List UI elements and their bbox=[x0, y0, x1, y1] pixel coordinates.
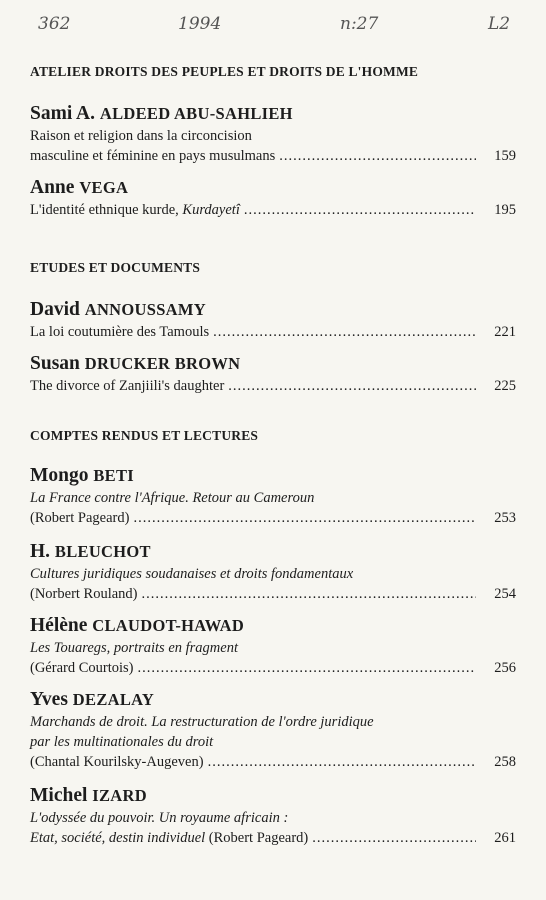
reviewer-line: (Chantal Kourilsky-Augeven) bbox=[30, 754, 204, 770]
page-number: 159 bbox=[494, 148, 516, 164]
toc-entry-beti bbox=[30, 464, 516, 528]
reviewer-text: (Robert Pageard) bbox=[208, 830, 309, 846]
toc-entry-claudot-hawad bbox=[30, 614, 516, 678]
title-italic-text: Etat, société, destin individuel bbox=[30, 830, 206, 846]
dot-leader bbox=[279, 146, 476, 166]
author-first-name: Sami A. bbox=[30, 103, 96, 124]
author-first-name: David bbox=[30, 299, 80, 320]
toc-entry-dezalay bbox=[30, 688, 516, 772]
author-first-name: Hélène bbox=[30, 615, 88, 636]
author-name bbox=[30, 176, 516, 200]
title-line: La France contre l'Afrique. Retour au Cameroun bbox=[30, 490, 315, 506]
section-heading-atelier: ATELIER DROITS DES PEUPLES ET DROITS DE L'HOMME bbox=[30, 64, 419, 79]
dot-leader bbox=[228, 376, 476, 396]
author-name bbox=[30, 102, 516, 126]
author-last-name: IZARD bbox=[92, 786, 147, 805]
author-name bbox=[30, 464, 516, 488]
reviewer-line: (Norbert Rouland) bbox=[30, 586, 138, 602]
toc-entry-aldeed bbox=[30, 102, 516, 166]
toc-entry-izard bbox=[30, 784, 516, 848]
toc-line bbox=[30, 376, 516, 396]
reviewer-line: (Gérard Courtois) bbox=[30, 660, 134, 676]
author-name bbox=[30, 614, 516, 638]
dot-leader bbox=[137, 658, 476, 678]
page-number: 253 bbox=[494, 510, 516, 526]
title-final-line: The divorce of Zanjiili's daughter bbox=[30, 378, 225, 394]
author-name bbox=[30, 784, 516, 808]
dot-leader bbox=[142, 584, 476, 604]
title-final-line bbox=[30, 200, 240, 220]
dot-leader bbox=[312, 828, 476, 848]
reviewer-line: (Robert Pageard) bbox=[30, 510, 130, 526]
title-final-line bbox=[30, 828, 308, 848]
dot-leader bbox=[244, 200, 476, 220]
toc-entry-drucker-brown bbox=[30, 352, 516, 396]
author-name bbox=[30, 298, 516, 322]
title-italic-text: Kurdayetî bbox=[182, 202, 240, 218]
toc-line bbox=[30, 584, 516, 604]
toc-line bbox=[30, 322, 516, 342]
toc-line bbox=[30, 200, 516, 220]
dot-leader bbox=[213, 322, 476, 342]
page-number: 254 bbox=[494, 586, 516, 602]
author-first-name: Yves bbox=[30, 689, 68, 710]
author-name bbox=[30, 540, 516, 564]
page-number: 261 bbox=[494, 830, 516, 846]
author-first-name: H. bbox=[30, 541, 51, 562]
toc-line bbox=[30, 146, 516, 166]
author-first-name: Susan bbox=[30, 353, 80, 374]
author-last-name: DEZALAY bbox=[72, 690, 155, 709]
handwritten-note-issue: n:27 bbox=[340, 14, 379, 34]
toc-line bbox=[30, 752, 516, 772]
author-last-name: ANNOUSSAMY bbox=[84, 300, 206, 319]
title-final-line: masculine et féminine en pays musulmans bbox=[30, 148, 276, 164]
author-last-name: VEGA bbox=[79, 178, 129, 197]
page-number: 195 bbox=[494, 202, 516, 218]
page-number: 256 bbox=[494, 660, 516, 676]
title-line: par les multinationales du droit bbox=[30, 734, 214, 750]
toc-line bbox=[30, 658, 516, 678]
toc-entry-vega bbox=[30, 176, 516, 220]
page-number: 221 bbox=[494, 324, 516, 340]
author-last-name: CLAUDOT-HAWAD bbox=[92, 616, 245, 635]
author-last-name: DRUCKER BROWN bbox=[84, 354, 241, 373]
handwritten-note-year: 1994 bbox=[178, 14, 222, 34]
toc-entry-annoussamy bbox=[30, 298, 516, 342]
title-line: Cultures juridiques soudanaises et droits fondamentaux bbox=[30, 566, 354, 582]
author-last-name: ALDEED ABU-SAHLIEH bbox=[99, 104, 293, 123]
author-name bbox=[30, 688, 516, 712]
dot-leader bbox=[208, 752, 476, 772]
handwritten-note-right: L2 bbox=[488, 14, 511, 34]
author-last-name: BETI bbox=[93, 466, 135, 485]
dot-leader bbox=[133, 508, 476, 528]
title-line: L'odyssée du pouvoir. Un royaume africain : bbox=[30, 810, 289, 826]
page-number: 225 bbox=[494, 378, 516, 394]
author-first-name: Anne bbox=[30, 177, 75, 198]
page-number: 258 bbox=[494, 754, 516, 770]
toc-entry-bleuchot bbox=[30, 540, 516, 604]
handwritten-note-left: 362 bbox=[38, 14, 71, 34]
title-final-line: La loi coutumière des Tamouls bbox=[30, 324, 210, 340]
author-last-name: BLEUCHOT bbox=[54, 542, 151, 561]
author-first-name: Michel bbox=[30, 785, 88, 806]
title-line: Raison et religion dans la circoncision bbox=[30, 128, 252, 144]
toc-line bbox=[30, 508, 516, 528]
author-first-name: Mongo bbox=[30, 465, 89, 486]
title-text: L'identité ethnique kurde, bbox=[30, 202, 179, 218]
title-line: Marchands de droit. La restructuration de l'ordre juridique bbox=[30, 714, 374, 730]
section-heading-comptes-rendus: COMPTES RENDUS ET LECTURES bbox=[30, 428, 259, 443]
title-line: Les Touaregs, portraits en fragment bbox=[30, 640, 238, 656]
author-name bbox=[30, 352, 516, 376]
toc-line bbox=[30, 828, 516, 848]
section-heading-etudes: ETUDES ET DOCUMENTS bbox=[30, 260, 201, 275]
